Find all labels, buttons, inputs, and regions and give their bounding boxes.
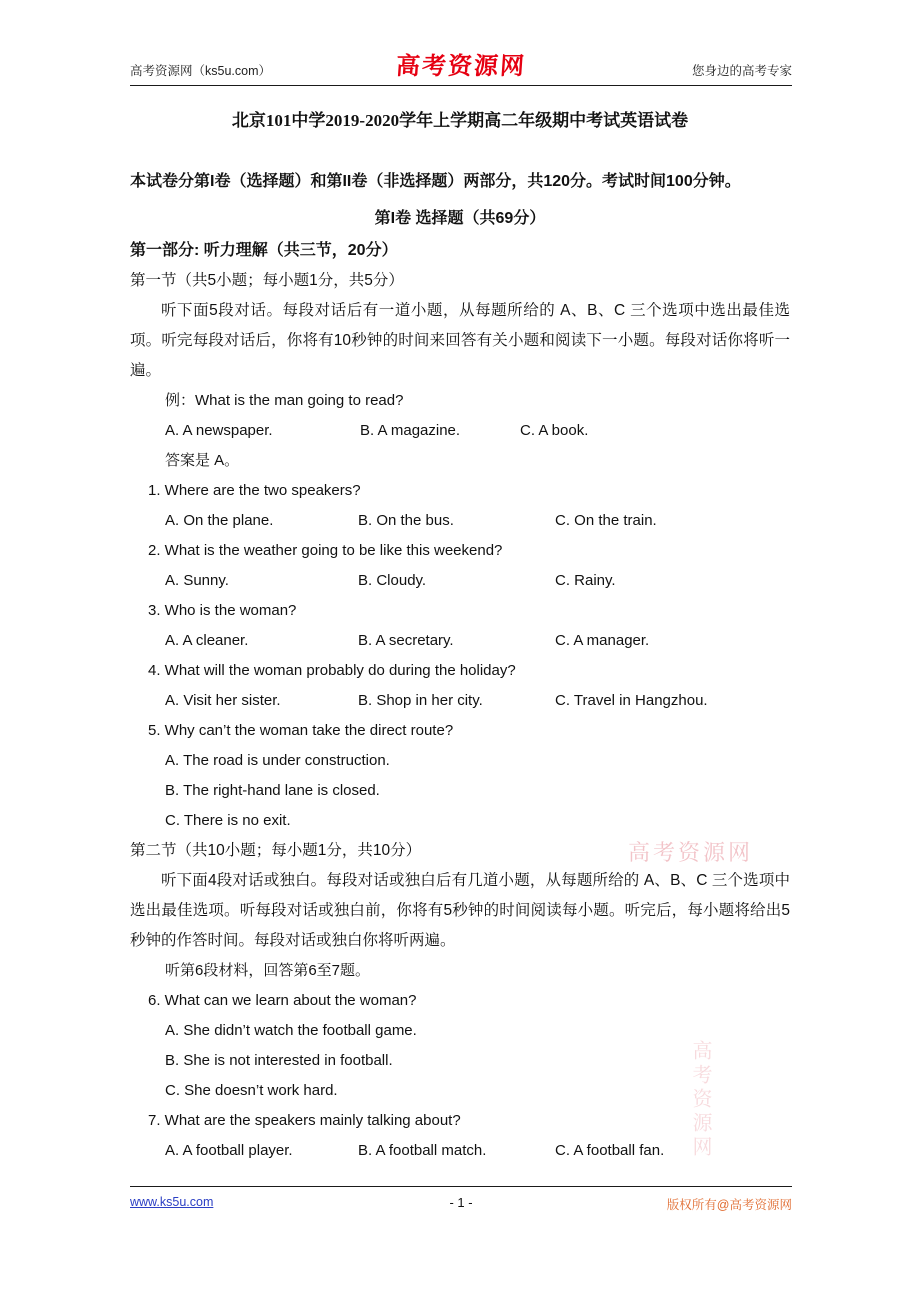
part1-heading: 第一部分: 听力理解（共三节，20分） <box>130 242 398 259</box>
question-stem: 3. Who is the woman? <box>148 602 297 619</box>
options-row <box>130 626 790 656</box>
question-block <box>130 596 790 656</box>
option-b: B. A football match. <box>358 1142 487 1159</box>
question-stem: 2. What is the weather going to be like this weekend? <box>148 542 503 559</box>
section1-instructions: 听下面5段对话。每段对话后有一道小题，从每题所给的 A、B、C 三个选项中选出最佳选项。听完每段对话后，你将有10秒钟的时间来回答有关小题和阅读下一小题。每段对话你将听一遍。 <box>130 302 790 379</box>
exam-title: 北京101中学2019-2020学年上学期高二年级期中考试英语试卷 <box>231 111 689 130</box>
question-stem: 5. Why can’t the woman take the direct route? <box>148 722 454 739</box>
option-c: C. A book. <box>520 422 589 439</box>
section2-instructions: 听下面4段对话或独白。每段对话或独白后有几道小题，从每题所给的 A、B、C 三个选项中选出最佳选项。听每段对话或独白前，你将有5秒钟的时间阅读每小题。听完后，每小题将给出5秒钟的作答时间。每段对话或独白你将听两遍。 <box>130 872 790 949</box>
footer-site-link[interactable]: www.ks5u.com <box>130 1195 214 1209</box>
option-b: B. A secretary. <box>358 632 454 649</box>
question-block <box>130 656 790 716</box>
question-stem: 4. What will the woman probably do during the holiday? <box>148 662 516 679</box>
section1-heading: 第一节（共5小题；每小题1分，共5分） <box>130 272 404 289</box>
option-c: C. A manager. <box>555 632 650 649</box>
question-block <box>130 1106 790 1166</box>
options-row <box>130 566 790 596</box>
option-a: A. On the plane. <box>165 512 274 529</box>
option-a: A. A football player. <box>165 1142 293 1159</box>
option-c: C. There is no exit. <box>165 812 291 829</box>
page-footer <box>130 1186 792 1213</box>
option-b: B. Cloudy. <box>358 572 427 589</box>
section2-heading: 第二节（共10小题；每小题1分，共10分） <box>130 842 422 859</box>
option-a: A. A newspaper. <box>165 422 273 439</box>
header-site-text: 高考资源网（ks5u.com） <box>130 64 271 78</box>
header-slogan: 您身边的高考专家 <box>691 64 792 78</box>
option-b: B. She is not interested in football. <box>165 1052 393 1069</box>
example-stem: 例：What is the man going to read? <box>165 392 404 409</box>
example-answer: 答案是 A。 <box>165 452 240 469</box>
exam-intro: 本试卷分第I卷（选择题）和第II卷（非选择题）两部分，共120分。考试时间100分钟。 <box>130 173 741 190</box>
option-a: A. Sunny. <box>165 572 229 589</box>
option-c: C. Travel in Hangzhou. <box>555 692 708 709</box>
question-block <box>130 986 790 1106</box>
option-b: B. On the bus. <box>358 512 454 529</box>
material-note: 听第6段材料，回答第6至7题。 <box>165 962 371 979</box>
question-block <box>130 716 790 836</box>
question-stem: 7. What are the speakers mainly talking about? <box>148 1112 461 1129</box>
options-row <box>130 686 790 716</box>
option-c: C. She doesn’t work hard. <box>165 1082 338 1099</box>
watermark: 高考资源网 <box>689 1040 711 1160</box>
option-a: A. The road is under construction. <box>165 752 390 769</box>
option-c: C. Rainy. <box>555 572 616 589</box>
example-options-row <box>130 416 790 446</box>
volume-heading: 第I卷 选择题（共69分） <box>374 210 546 227</box>
option-b: B. The right-hand lane is closed. <box>165 782 380 799</box>
option-b: B. Shop in her city. <box>358 692 483 709</box>
option-a: A. Visit her sister. <box>165 692 281 709</box>
document-body <box>130 100 790 1166</box>
option-c: C. A football fan. <box>555 1142 665 1159</box>
question-block <box>130 476 790 536</box>
page-header <box>130 0 792 86</box>
question-stem: 6. What can we learn about the woman? <box>148 992 417 1009</box>
site-logo: 高考资源网 <box>395 54 527 80</box>
option-b: B. A magazine. <box>360 422 461 439</box>
question-block <box>130 536 790 596</box>
options-row <box>130 506 790 536</box>
option-a: A. A cleaner. <box>165 632 249 649</box>
footer-copyright: 版权所有@高考资源网 <box>666 1198 792 1212</box>
option-a: A. She didn’t watch the football game. <box>165 1022 417 1039</box>
question-stem: 1. Where are the two speakers? <box>148 482 361 499</box>
option-c: C. On the train. <box>555 512 657 529</box>
options-row <box>130 1136 790 1166</box>
watermark: 高考资源网 <box>628 840 754 865</box>
page-number: - 1 - <box>449 1195 473 1210</box>
